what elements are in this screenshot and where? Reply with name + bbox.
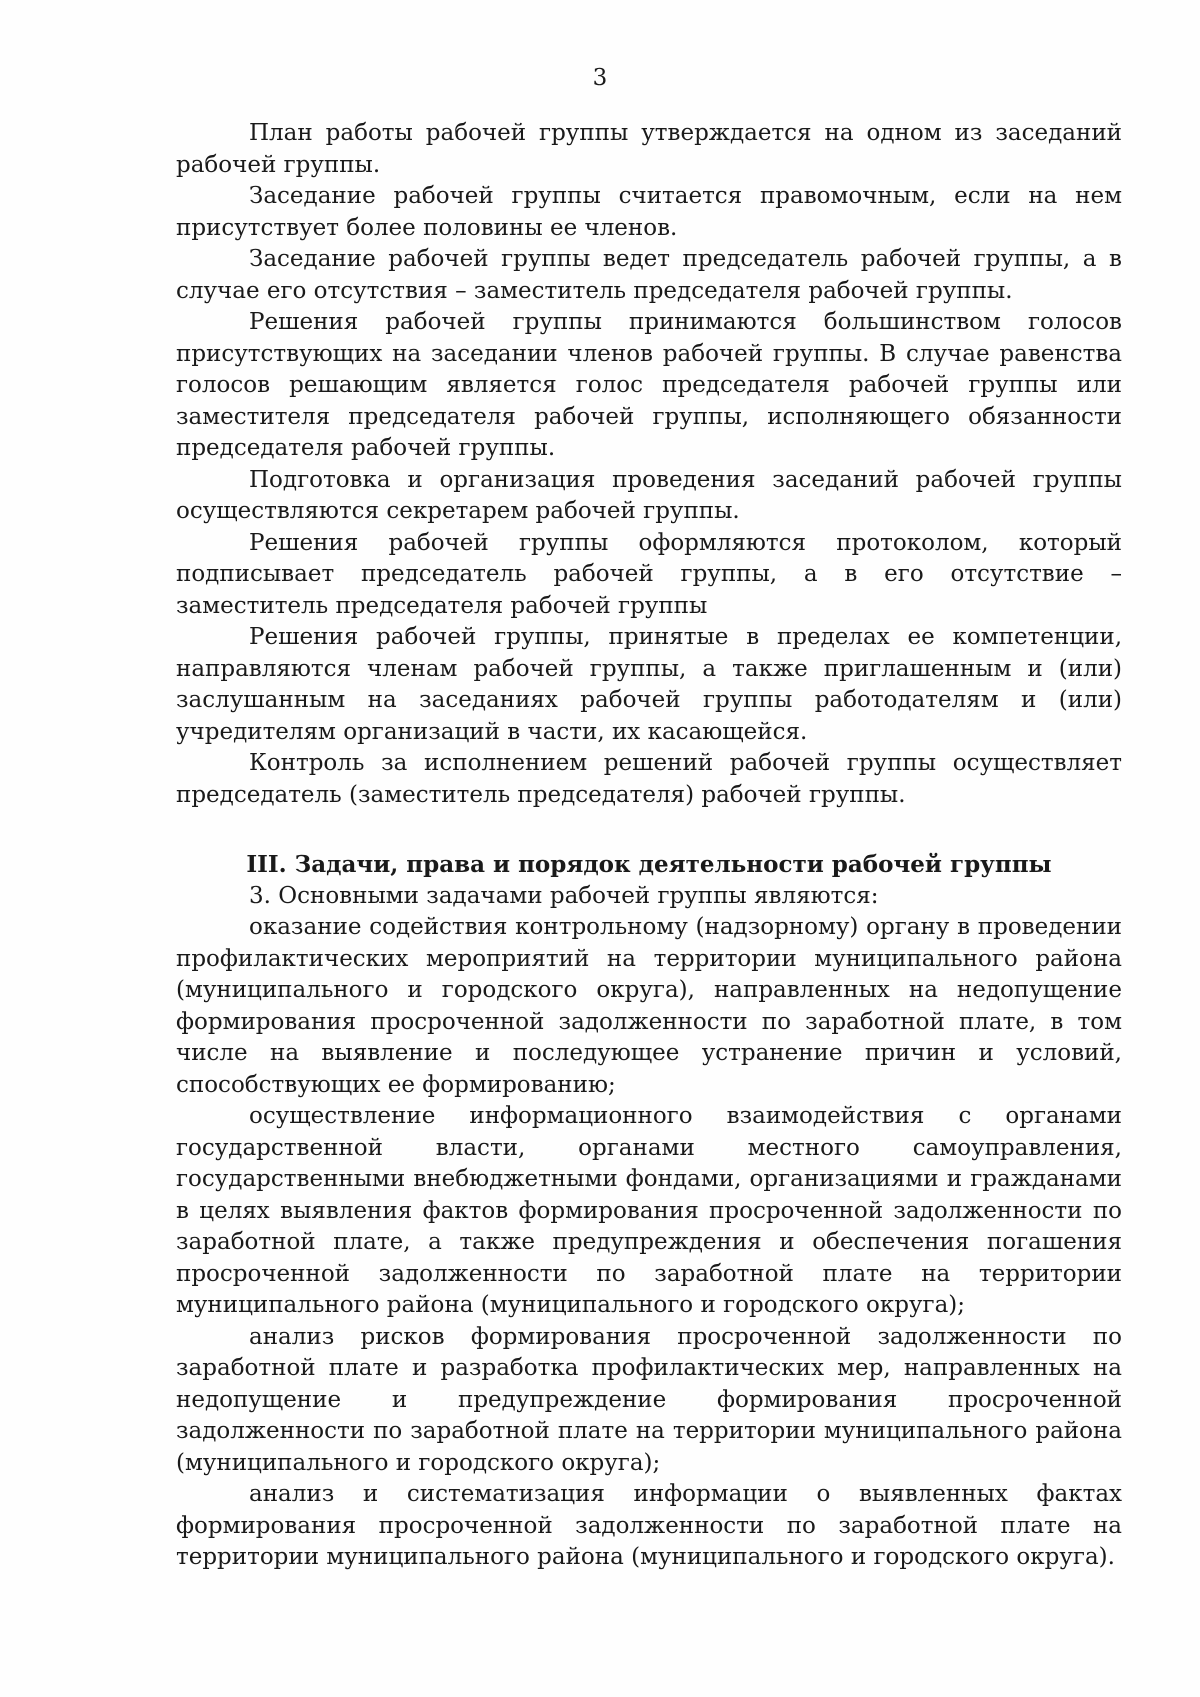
paragraph-voting: Решения рабочей группы принимаются большинством голосов присутствующих на заседании членов рабочей группы. В случае равенства голосов решающим является голос председателя рабочей группы или заместителя председателя рабочей группы, исполняющего обязанности председателя рабочей группы. bbox=[176, 309, 1122, 461]
document-body bbox=[176, 118, 1122, 1574]
paragraph-distribution: Решения рабочей группы, принятые в пределах ее компетенции, направляются членам рабочей группы, а также приглашенным и (или) заслушанным на заседаниях рабочей группы работодателям и (или) учредителям организаций в части, их касающейся. bbox=[176, 624, 1122, 745]
task-item: осуществление информационного взаимодействия с органами государственной власти, органами местного самоуправления, государственными внебюджетными фондами, организациями и гражданами в целях выявления фактов формирования просроченной задолженности по заработной плате, а также предупреждения и обеспечения погашения просроченной задолженности по заработной плате на территории муниципального района (муниципального и городского округа); bbox=[176, 1103, 1122, 1318]
task-item: анализ рисков формирования просроченной задолженности по заработной плате и разработка профилактических мер, направленных на недопущение и предупреждение формирования просроченной задолженности по заработной плате на территории муниципального района (муниципального и городского округа); bbox=[176, 1323, 1122, 1476]
paragraph-work-plan: План работы рабочей группы утверждается на одном из заседаний рабочей группы. bbox=[176, 120, 1122, 178]
paragraph-control: Контроль за исполнением решений рабочей группы осуществляет председатель (заместитель председателя) рабочей группы. bbox=[176, 750, 1122, 808]
clause-intro: 3. Основными задачами рабочей группы являются: bbox=[249, 882, 879, 909]
task-item: оказание содействия контрольному (надзорному) органу в проведении профилактических мероприятий на территории муниципального района (муниципального и городского округа), направленных на недопущение формирования просроченной задолженности по заработной плате, в том числе на выявление и последующее устранение причин и условий, способствующих ее формированию; bbox=[176, 914, 1122, 1098]
section-heading: III. Задачи, права и порядок деятельности рабочей группы bbox=[246, 851, 1052, 878]
task-item: анализ и систематизация информации о выявленных фактах формирования просроченной задолженности по заработной плате на территории муниципального района (муниципального и городского округа). bbox=[176, 1481, 1122, 1570]
paragraph-chairing: Заседание рабочей группы ведет председатель рабочей группы, а в случае его отсутствия – заместитель председателя рабочей группы. bbox=[176, 246, 1122, 304]
paragraph-quorum: Заседание рабочей группы считается правомочным, если на нем присутствует более половины ее членов. bbox=[176, 183, 1122, 241]
page-number: 3 bbox=[592, 65, 608, 91]
paragraph-protocol: Решения рабочей группы оформляются протоколом, который подписывает председатель рабочей группы, а в его отсутствие – заместитель председателя рабочей группы bbox=[176, 529, 1122, 619]
paragraph-secretary: Подготовка и организация проведения заседаний рабочей группы осуществляются секретарем рабочей группы. bbox=[176, 466, 1122, 524]
